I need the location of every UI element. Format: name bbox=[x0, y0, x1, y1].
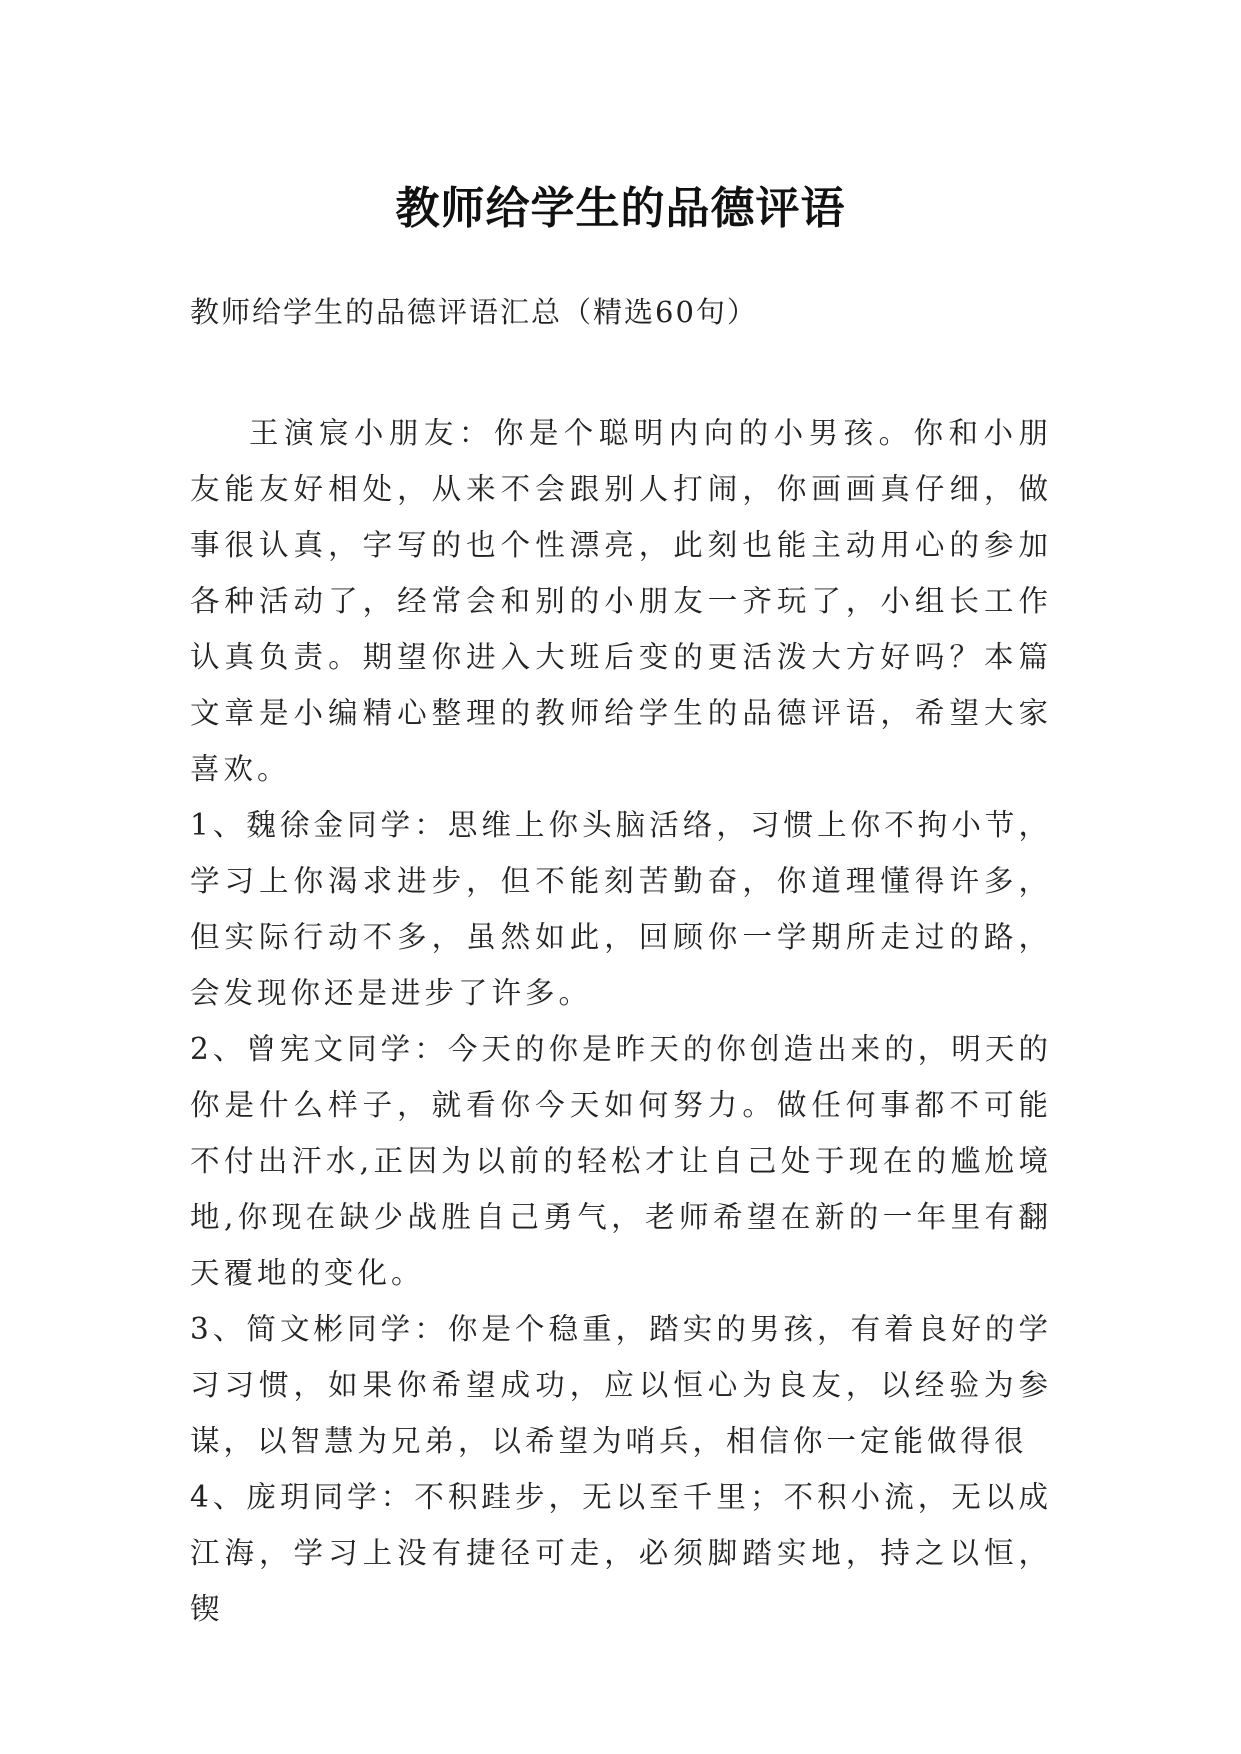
document-subtitle: 教师给学生的品德评语汇总（精选60句） bbox=[190, 295, 758, 329]
intro-paragraph: 王演宸小朋友：你是个聪明内向的小男孩。你和小朋友能友好相处，从来不会跟别人打闹，你画画真仔细，做事很认真，字写的也个性漂亮，此刻也能主动用心的参加各种活动了，经常会和别的小朋友一齐玩了，小组长工作认真负责。期望你进入大班后变的更活泼大方好吗？本篇文章是小编精心整理的教师给学生的品德评语，希望大家喜欢。 bbox=[190, 416, 1052, 786]
document-body bbox=[190, 405, 1052, 1637]
comment-paragraph-2: 2、曾宪文同学：今天的你是昨天的你创造出来的，明天的你是什么样子，就看你今天如何努力。做任何事都不可能不付出汗水,正因为以前的轻松才让自己处于现在的尴尬境地,你现在缺少战胜自己勇气，老师希望在新的一年里有翻天覆地的变化。 bbox=[190, 1032, 1052, 1290]
comment-paragraph-1: 1、魏徐金同学：思维上你头脑活络，习惯上你不拘小节，学习上你渴求进步，但不能刻苦勤奋，你道理懂得许多，但实际行动不多，虽然如此，回顾你一学期所走过的路，会发现你还是进步了许多。 bbox=[190, 808, 1052, 1010]
page-title: 教师给学生的品德评语 bbox=[395, 183, 846, 235]
comment-paragraph-4: 4、庞玥同学：不积跬步，无以至千里；不积小流，无以成江海，学习上没有捷径可走，必须脚踏实地，持之以恒，锲 bbox=[190, 1480, 1052, 1626]
comment-paragraph-3: 3、简文彬同学：你是个稳重，踏实的男孩，有着良好的学习习惯，如果你希望成功，应以恒心为良友，以经验为参谋，以智慧为兄弟，以希望为哨兵，相信你一定能做得很 bbox=[190, 1312, 1052, 1458]
